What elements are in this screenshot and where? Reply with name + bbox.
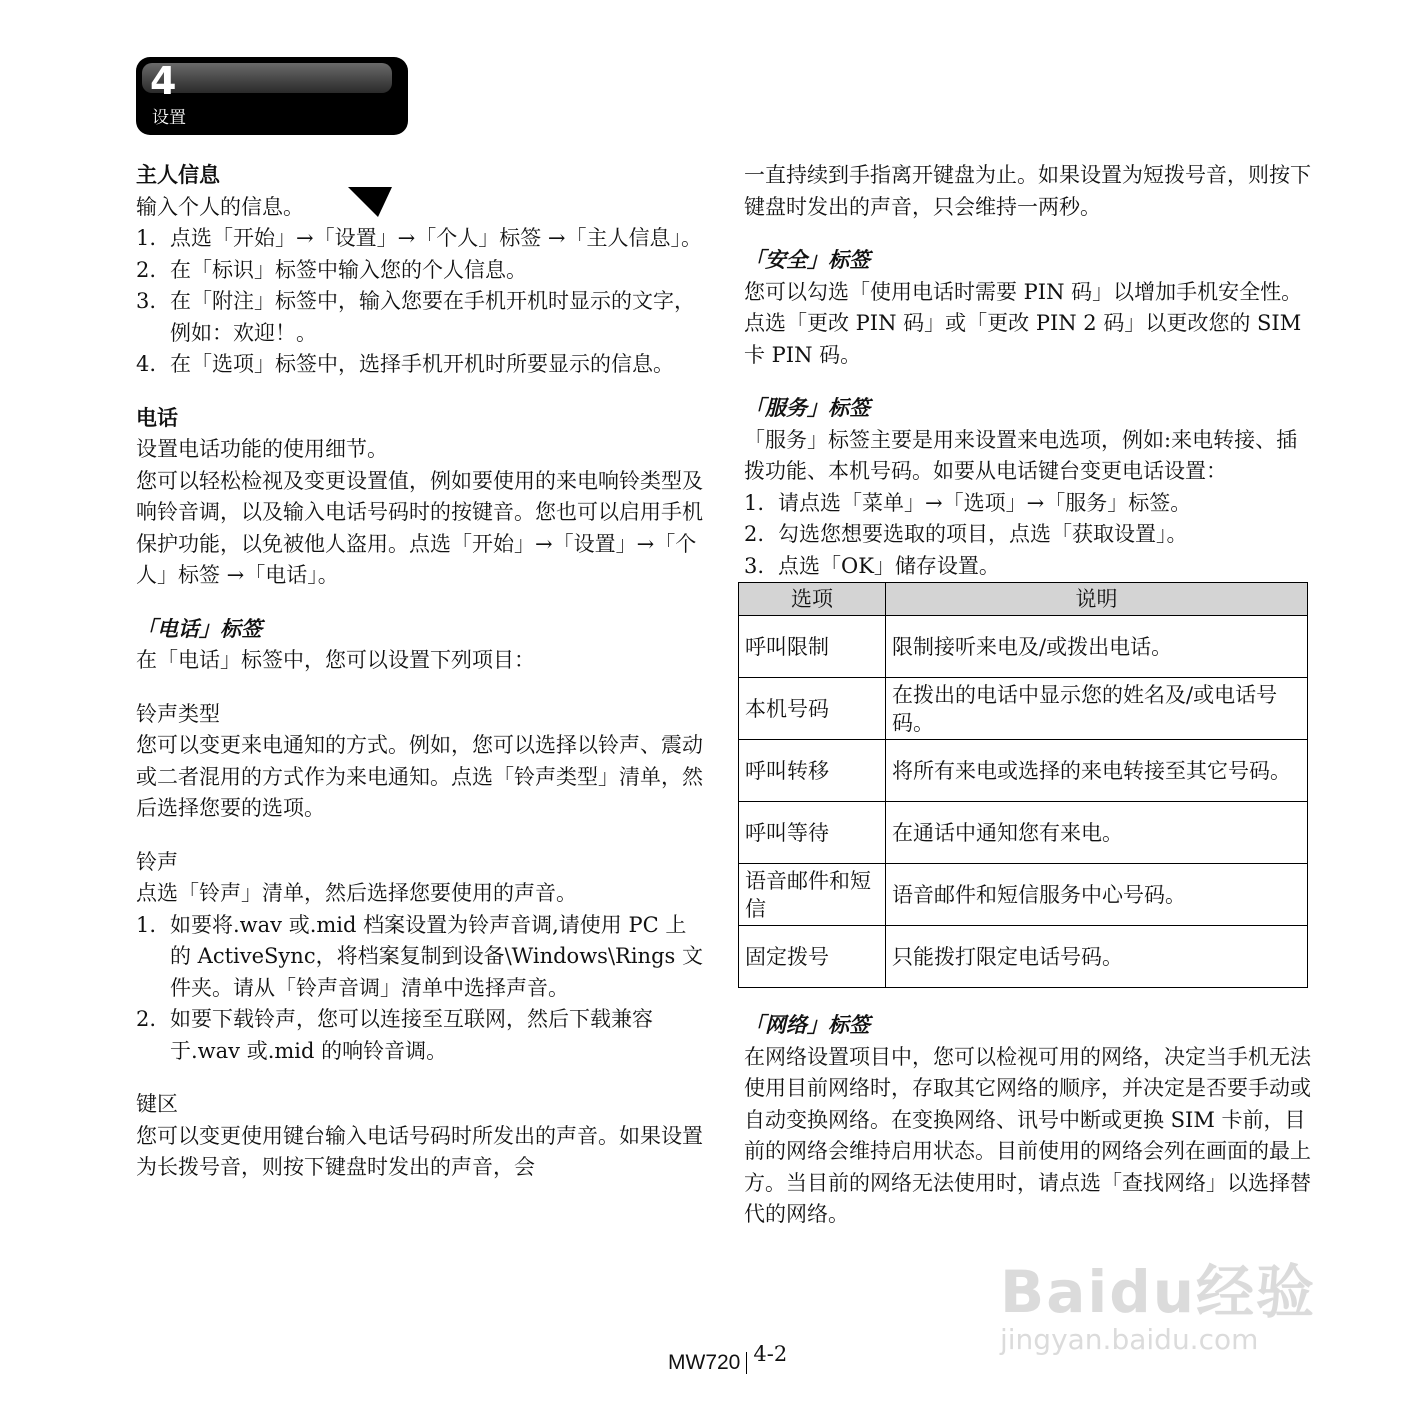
table-cell-option: 呼叫等待 [739, 802, 886, 864]
table-cell-option: 呼叫转移 [739, 740, 886, 802]
chapter-number: 4 [150, 59, 177, 103]
table-cell-description: 在拨出的电话中显示您的姓名及/或电话号码。 [886, 678, 1308, 740]
watermark-logo: Baidu经验 [1000, 1258, 1317, 1326]
phone-intro: 设置电话功能的使用细节。 [136, 437, 388, 461]
ring-type-paragraph: 您可以变更来电通知的方式。例如，您可以选择以铃声、震动或二者混用的方式作为来电通知。点选「铃声类型」清单，然后选择您要的选项。 [136, 733, 703, 820]
watermark-url: jingyan.baidu.com [1000, 1323, 1259, 1356]
table-cell-option: 本机号码 [739, 678, 886, 740]
services-paragraph: 「服务」标签主要是用来设置来电选项，例如:来电转接、插拨功能、本机号码。如要从电话键台变更电话设置： [744, 427, 1298, 483]
security-tab-heading: 「安全」标签 [744, 248, 870, 272]
table-row [739, 802, 1308, 864]
services-steps [744, 488, 1314, 583]
ring-type-heading: 铃声类型 [136, 701, 220, 726]
phone-paragraph: 您可以轻松检视及变更设置值，例如要使用的来电响铃类型及响铃音调，以及输入电话号码时的按键音。您也可以启用手机保护功能，以免被他人盗用。点选「开始」→「设置」→「个人」标签 →「电话」。 [136, 468, 703, 587]
phone-tab-heading: 「电话」标签 [136, 616, 262, 641]
table-cell-description: 将所有来电或选择的来电转接至其它号码。 [886, 740, 1308, 802]
services-options-table [738, 582, 1308, 988]
owner-info-intro: 输入个人的信息。 [136, 194, 304, 219]
keypad-heading: 键区 [136, 1092, 178, 1116]
phone-tab-intro: 在「电话」标签中，您可以设置下列项目： [136, 648, 535, 672]
table-cell-description: 只能拨打限定电话号码。 [886, 926, 1308, 988]
security-paragraph: 您可以勾选「使用电话时需要 PIN 码」以增加手机安全性。点选「更改 PIN 码」或「更改 PIN 2 码」以更改您的 SIM 卡 PIN 码。 [744, 279, 1303, 367]
table-cell-description: 在通话中通知您有来电。 [886, 802, 1308, 864]
ringtone-heading: 铃声 [136, 849, 178, 874]
left-column [136, 160, 706, 1184]
table-cell-description: 限制接听来电及/或拨出电话。 [886, 616, 1308, 678]
page-footer [668, 1342, 788, 1375]
table-row [739, 864, 1308, 926]
network-tab-heading: 「网络」标签 [744, 1013, 870, 1037]
table-cell-option: 呼叫限制 [739, 616, 886, 678]
right-column [744, 160, 1314, 1231]
baidu-watermark [1000, 1245, 1330, 1355]
list-item: 3. 在「附注」标签中，输入您要在手机开机时显示的文字，例如：欢迎！。 [136, 289, 695, 345]
list-item: 2. 勾选您想要选取的项目，点选「获取设置」。 [744, 522, 1188, 546]
list-item: 2. 在「标识」标签中输入您的个人信息。 [136, 257, 527, 282]
owner-info-steps [136, 223, 706, 381]
table-header-description: 说明 [886, 583, 1308, 616]
table-row [739, 678, 1308, 740]
chapter-tab-sheen [142, 63, 392, 93]
list-item: 3. 点选「OK」储存设置。 [744, 553, 1000, 578]
chapter-title: 设置 [152, 108, 186, 128]
network-paragraph: 在网络设置项目中，您可以检视可用的网络，决定当手机无法使用目前网络时，存取其它网络的顺序，并决定是否要手动或自动变换网络。在变换网络、讯号中断或更换 SIM 卡前，目前的网络会维持启用状态。目前使用的网络会列在画面的最上方。当目前的网络无法使用时，请点选「查找网络」以选择替代的网络。 [744, 1044, 1311, 1226]
keypad-paragraph-continued: 一直持续到手指离开键盘为止。如果设置为短拨号音，则按下键盘时发出的声音，只会维持一两秒。 [744, 163, 1311, 219]
table-row [739, 740, 1308, 802]
list-item: 1. 点选「开始」→「设置」→「个人」标签 →「主人信息」。 [136, 226, 702, 250]
table-cell-option: 语音邮件和短信 [739, 864, 886, 926]
footer-model: MW720 [668, 1351, 741, 1374]
table-row [739, 616, 1308, 678]
footer-divider [746, 1352, 747, 1374]
table-row [739, 926, 1308, 988]
table-cell-description: 语音邮件和短信服务中心号码。 [886, 864, 1308, 926]
ringtone-intro: 点选「铃声」清单，然后选择您要使用的声音。 [136, 881, 577, 905]
footer-page-number: 4-2 [753, 1342, 788, 1366]
ringtone-steps [136, 910, 706, 1068]
list-item: 2. 如要下载铃声，您可以连接至互联网，然后下载兼容于.wav 或.mid 的响铃音调。 [136, 1007, 653, 1063]
owner-info-heading: 主人信息 [136, 163, 220, 187]
table-header-option: 选项 [739, 583, 886, 616]
table-cell-option: 固定拨号 [739, 926, 886, 988]
keypad-paragraph: 您可以变更使用键台输入电话号码时所发出的声音。如果设置为长拨号音，则按下键盘时发出的声音，会 [136, 1123, 703, 1179]
list-item: 1. 如要将.wav 或.mid 档案设置为铃声音调,请使用 PC 上的 ActiveSync，将档案复制到设备\Windows\Rings 文件夹。请从「铃声音调」清单中选择声音。 [136, 912, 703, 1000]
phone-heading: 电话 [136, 405, 178, 430]
chapter-tab [136, 57, 408, 135]
list-item: 4. 在「选项」标签中，选择手机开机时所要显示的信息。 [136, 352, 674, 376]
list-item: 1. 请点选「菜单」→「选项」→「服务」标签。 [744, 490, 1192, 515]
services-tab-heading: 「服务」标签 [744, 396, 870, 420]
table-header-row [739, 583, 1308, 616]
